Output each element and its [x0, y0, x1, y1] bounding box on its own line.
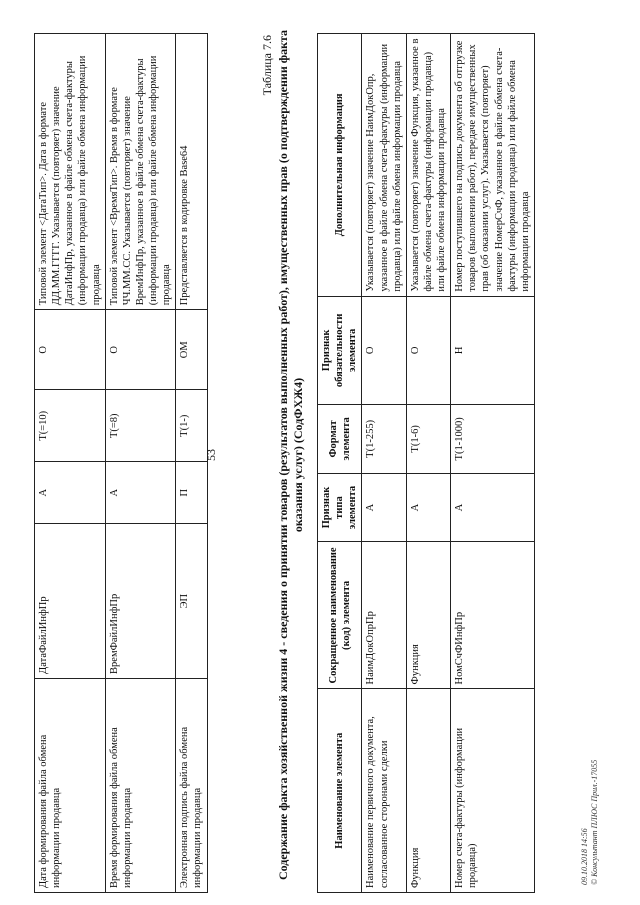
cell-name: Электронная подпись файла обмена информации продавца	[176, 678, 207, 892]
cell-name: Время формирования файла обмена информации продавца	[105, 678, 176, 892]
cell-code: Функция	[406, 542, 450, 689]
page-number: 53	[204, 449, 218, 461]
cell-type: А	[105, 462, 176, 524]
cell-name: Функция	[406, 689, 450, 893]
cell-required: О	[406, 296, 450, 404]
cell-type: А	[451, 473, 535, 542]
cell-required: О	[105, 310, 176, 390]
cell-name: Номер счета-фактуры (информации продавца)	[451, 689, 535, 893]
table-row	[176, 34, 207, 893]
cell-info: Номер поступившего на подпись документа об отгрузке товаров (выполнении работ), передаче имущественных прав (об оказании услуг). Указывается (повторяет) значение НомерСчФ, указанное в файле обмена счета-фактуры (информации продавца) или файле обмена информации продавца	[451, 34, 535, 297]
cell-required: ОМ	[176, 310, 207, 390]
cell-code: НомСчФИнфПр	[451, 542, 535, 689]
table-row	[362, 34, 406, 893]
cell-code: НаимДокОпрПр	[362, 542, 406, 689]
cell-type: А	[406, 473, 450, 542]
cell-required: Н	[451, 296, 535, 404]
cell-info: Указывается (повторяет) значение НаимДокОпр, указанное в файле обмена счета-фактуры (информации продавца) или файле обмена информации продавца	[362, 34, 406, 297]
cell-type: А	[35, 462, 106, 524]
table-row	[35, 34, 106, 893]
header-format: Формат элемента	[318, 405, 362, 474]
cell-format: T(1-255)	[362, 405, 406, 474]
cell-info: Типовой элемент <ДатаТип>. Дата в формате ДД.ММ.ГГГГ. Указывается (повторяет) значение ДатаИнфПр, указанное в файле обмена счета-фактуры (информации продавца) или файле обмена информации продавца	[35, 34, 106, 310]
top-table	[34, 33, 208, 893]
cell-info: Типовой элемент <ВремяТип>. Время в формате ЧЧ.ММ.СС. Указывается (повторяет) значение ВремИнфПр, указанное в файле обмена счета-фактуры (информации продавца) или файле обмена информации продавца	[105, 34, 176, 310]
table-row	[406, 34, 450, 893]
cell-required: О	[362, 296, 406, 404]
cell-format: T(=8)	[105, 390, 176, 462]
stamp-line: 09.10.2018 14:56	[580, 828, 589, 885]
rotated-content	[20, 15, 610, 895]
header-code: Сокращенное наименование (код) элемента	[318, 542, 362, 689]
cell-format: T(1-1000)	[451, 405, 535, 474]
header-name: Наименование элемента	[318, 689, 362, 893]
cell-name: Дата формирования файла обмена информации продавца	[35, 678, 106, 892]
main-table	[317, 33, 535, 893]
print-stamp	[580, 760, 599, 885]
cell-format: T(1-)	[176, 390, 207, 462]
table-title: Содержание факта хозяйственной жизни 4 - сведения о принятии товаров (результатов выполненных работ), имущественных прав (о подтверждении факта оказания услуг) (СодФХЖ4)	[276, 29, 305, 881]
cell-type: П	[176, 462, 207, 524]
table-label: Таблица 7.6	[260, 35, 274, 96]
cell-type: А	[362, 473, 406, 542]
header-info: Дополнительная информация	[318, 34, 362, 297]
header-type: Признак типа элемента	[318, 473, 362, 542]
stamp-line: © Консультант ПЛЮС Прил.-17055	[589, 759, 599, 885]
cell-format: T(1-6)	[406, 405, 450, 474]
cell-code: ЭП	[176, 524, 207, 679]
table-row	[105, 34, 176, 893]
cell-format: T(=10)	[35, 390, 106, 462]
cell-required: О	[35, 310, 106, 390]
table-row	[451, 34, 535, 893]
cell-code: ДатаФайлИнфПр	[35, 524, 106, 679]
cell-name: Наименование первичного документа, согласованное сторонами сделки	[362, 689, 406, 893]
header-required: Признак обязательности элемента	[318, 296, 362, 404]
cell-info: Представляется в кодировке Base64	[176, 34, 207, 310]
cell-info: Указывается (повторяет) значение Функция, указанное в файле обмена счета-фактуры (информации продавца) или файле обмена информации продавца	[406, 34, 450, 297]
table-header-row	[318, 34, 362, 893]
cell-code: ВремФайлИнфПр	[105, 524, 176, 679]
